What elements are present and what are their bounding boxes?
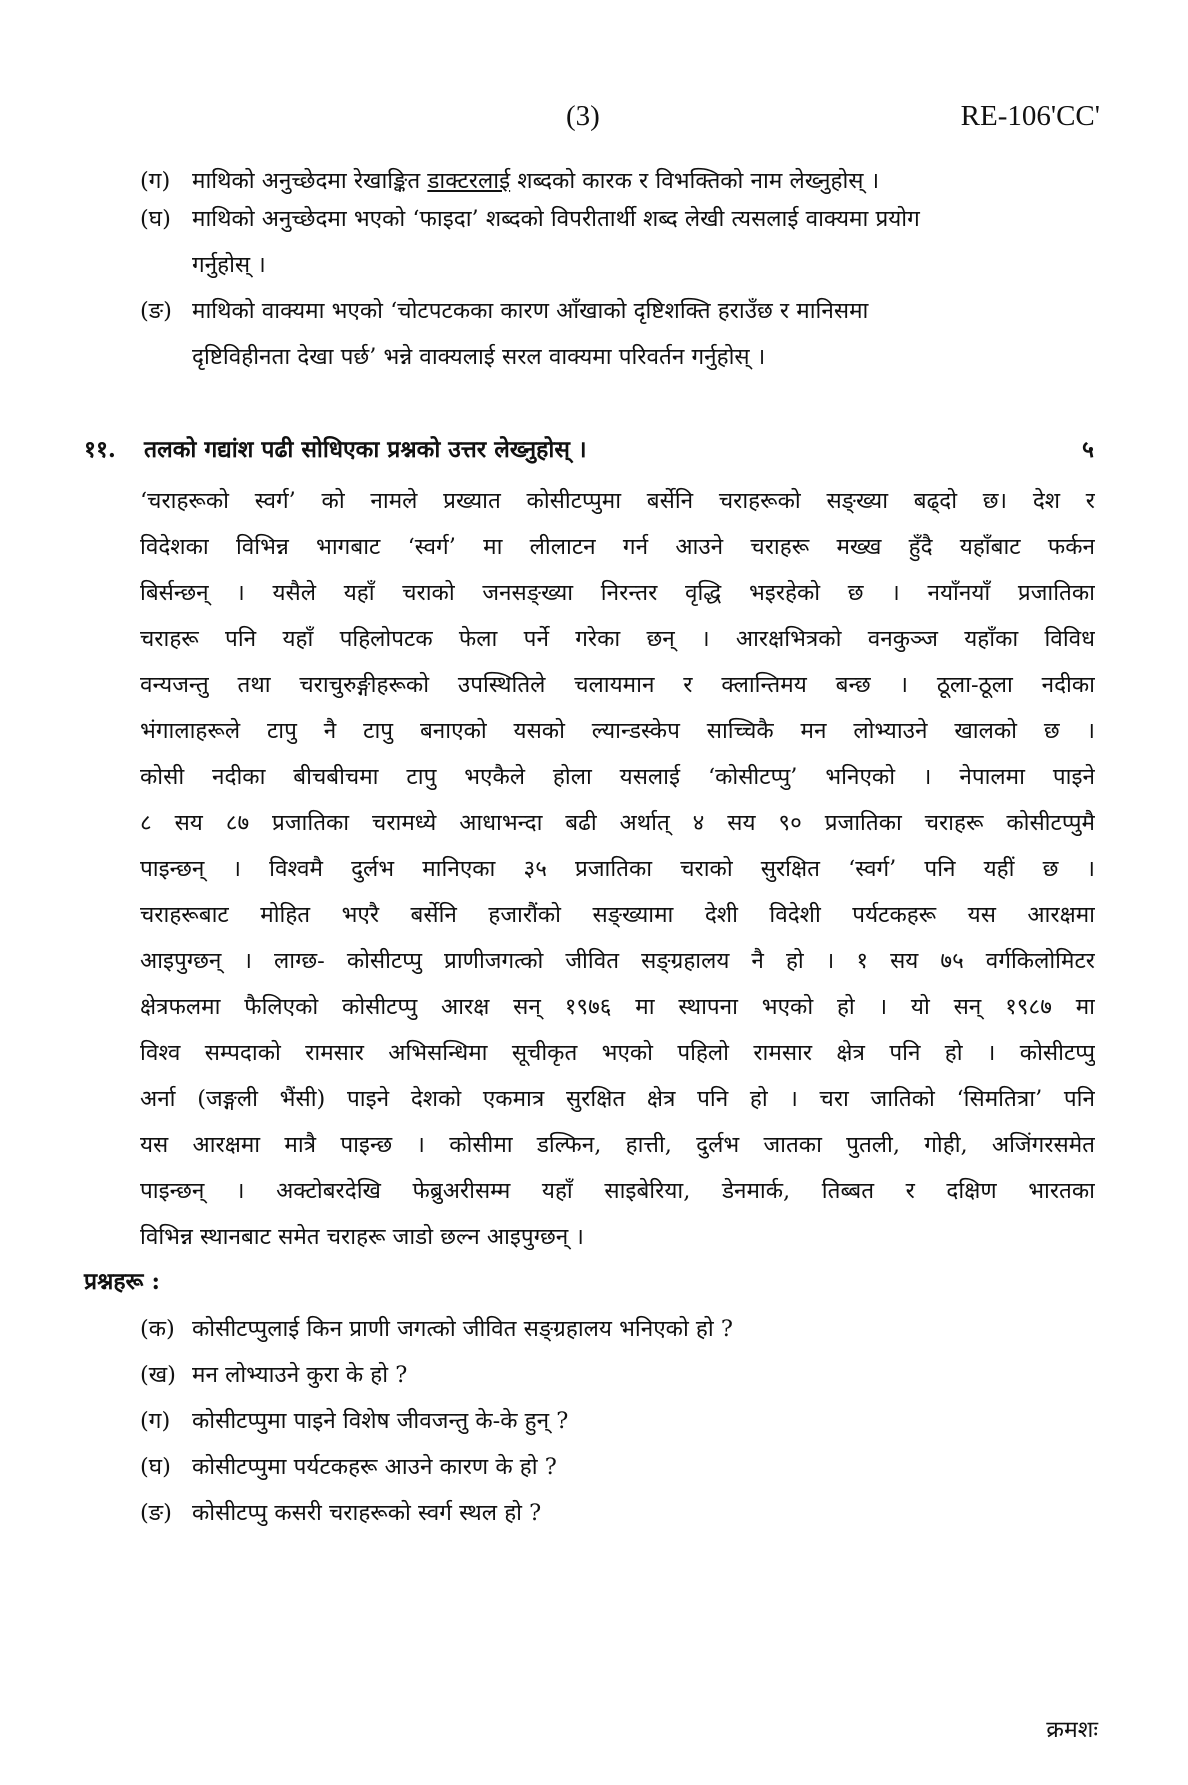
page-number: (3) [566,100,600,132]
question-title: तलको गद्यांश पढी सोधिएका प्रश्नको उत्तर लेख्नुहोस् । [144,436,587,463]
question-label: (ख) [140,1362,176,1388]
sub-question-line1: माथिको अनुच्छेदमा भएको ‘फाइदा’ शब्दको विपरीतार्थी शब्द लेखी त्यसलाई वाक्यमा प्रयोग [192,206,920,232]
passage-line: पाइन्छन् । अक्टोबरदेखि फेब्रुअरीसम्म यहाँ साइबेरिया, डेनमार्क, तिब्बत र दक्षिण भारतका [140,1178,1095,1204]
question-11-heading [84,432,1094,476]
passage-line: यस आरक्षमा मात्रै पाइन्छ । कोसीमा डल्फिन, हात्ती, दुर्लभ जातका पुतली, गोही, अजिंगरसमेत [140,1132,1095,1158]
passage-line: आइपुग्छन् । लाग्छ- कोसीटप्पु प्राणीजगत्को जीवित सङ्ग्रहालय नै हो । १ सय ७५ वर्गकिलोमिटर [140,948,1095,974]
list-item [140,1398,1040,1444]
passage-line: ‘चराहरूको स्वर्ग’ को नामले प्रख्यात कोसीटप्पुमा बर्सेनि चराहरूको सङ्ख्या बढ्दो छ। देश र [140,488,1095,514]
question-label: (ग) [140,1408,171,1434]
passage-line: विश्व सम्पदाको रामसार अभिसन्धिमा सूचीकृत भएको पहिलो रामसार क्षेत्र पनि हो । कोसीटप्पु [140,1040,1095,1066]
question-number: ११. [84,436,116,463]
question-text: मन लोभ्याउने कुरा के हो ? [192,1362,408,1388]
question-text: कोसीटप्पु कसरी चराहरूको स्वर्ग स्थल हो ? [192,1500,542,1526]
passage-line: चराहरू पनि यहाँ पहिलोपटक फेला पर्ने गरेका छन् । आरक्षभित्रको वनकुञ्ज यहाँका विविध [140,626,1095,652]
passage-line: बिर्सन्छन् । यसैले यहाँ चराको जनसङ्ख्या निरन्तर वृद्धि भइरहेको छ । नयाँनयाँ प्रजातिका [140,580,1095,606]
passage-line: कोसी नदीका बीचबीचमा टापु भएकैले होला यसलाई ‘कोसीटप्पु’ भनिएको । नेपालमा पाइने [140,764,1095,790]
sub-question-nga [140,288,1095,380]
paper-code: RE-106'CC' [960,100,1100,132]
passage-line: वन्यजन्तु तथा चराचुरुङ्गीहरूको उपस्थितिले चलायमान र क्लान्तिमय बन्छ । ठूला-ठूला नदीका [140,672,1095,698]
passage-line: चराहरूबाट मोहित भएरै बर्सेनि हजारौंको सङ्ख्यामा देशी विदेशी पर्यटकहरू यस आरक्षमा [140,902,1095,928]
sub-question-label: (ङ) [140,298,172,324]
page-header [0,100,1188,140]
sub-question-line2: गर्नुहोस् । [192,252,266,278]
passage-line: क्षेत्रफलमा फैलिएको कोसीटप्पु आरक्ष सन् १९७६ मा स्थापना भएको हो । यो सन् १९८७ मा [140,994,1095,1020]
list-item [140,1306,1040,1352]
sub-question-gha [140,196,1095,288]
sub-question-line2: दृष्टिविहीनता देखा पर्छ’ भन्ने वाक्यलाई सरल वाक्यमा परिवर्तन गर्नुहोस् । [192,344,766,370]
sub-question-line1: माथिको वाक्यमा भएको ‘चोटपटकका कारण आँखाको दृष्टिशक्ति हराउँछ र मानिसमा [192,298,869,324]
question-label: (घ) [140,1454,171,1480]
continued-label: क्रमशः [1046,1717,1098,1743]
list-item [140,1352,1040,1398]
passage-line: अर्ना (जङ्गली भैंसी) पाइने देशको एकमात्र सुरक्षित क्षेत्र पनि हो । चरा जातिको ‘सिमतित्रा’ पनि [140,1086,1095,1112]
sub-question-label: (घ) [140,206,171,232]
question-marks: ५ [1082,436,1094,463]
questions-list [140,1306,1040,1536]
question-text: कोसीटप्पुलाई किन प्राणी जगत्को जीवित सङ्ग्रहालय भनिएको हो ? [192,1316,733,1342]
passage-line: विभिन्न स्थानबाट समेत चराहरू जाडो छल्न आइपुग्छन् । [140,1224,584,1250]
question-text: कोसीटप्पुमा पाइने विशेष जीवजन्तु के-के हुन् ? [192,1408,569,1434]
sub-question-text: माथिको अनुच्छेदमा रेखाङ्कित [192,168,428,194]
question-text: कोसीटप्पुमा पर्यटकहरू आउने कारण के हो ? [192,1454,557,1480]
passage-line: पाइन्छन् । विश्वमै दुर्लभ मानिएका ३५ प्रजातिका चराको सुरक्षित ‘स्वर्ग’ पनि यहीं छ । [140,856,1095,882]
list-item [140,1444,1040,1490]
passage-line: भंगालाहरूले टापु नै टापु बनाएको यसको ल्यान्डस्केप साच्चिकै मन लोभ्याउने खालको छ । [140,718,1095,744]
passage-line: ८ सय ८७ प्रजातिका चरामध्ये आधाभन्दा बढी अर्थात् ४ सय ९० प्रजातिका चराहरू कोसीटप्पुमै [140,810,1095,836]
underlined-word: डाक्टरलाई [427,168,511,194]
reading-passage [140,478,1095,1260]
question-label: (क) [140,1316,175,1342]
questions-heading: प्रश्नहरू : [84,1268,160,1295]
sub-question-text-end: शब्दको कारक र विभक्तिको नाम लेख्नुहोस् । [510,168,880,194]
question-label: (ङ) [140,1500,172,1526]
list-item [140,1490,1040,1536]
sub-question-label: (ग) [140,168,171,194]
passage-line: विदेशका विभिन्न भागबाट ‘स्वर्ग’ मा लीलाटन गर्न आउने चराहरू मख्ख हुँदै यहाँबाट फर्कन [140,534,1095,560]
